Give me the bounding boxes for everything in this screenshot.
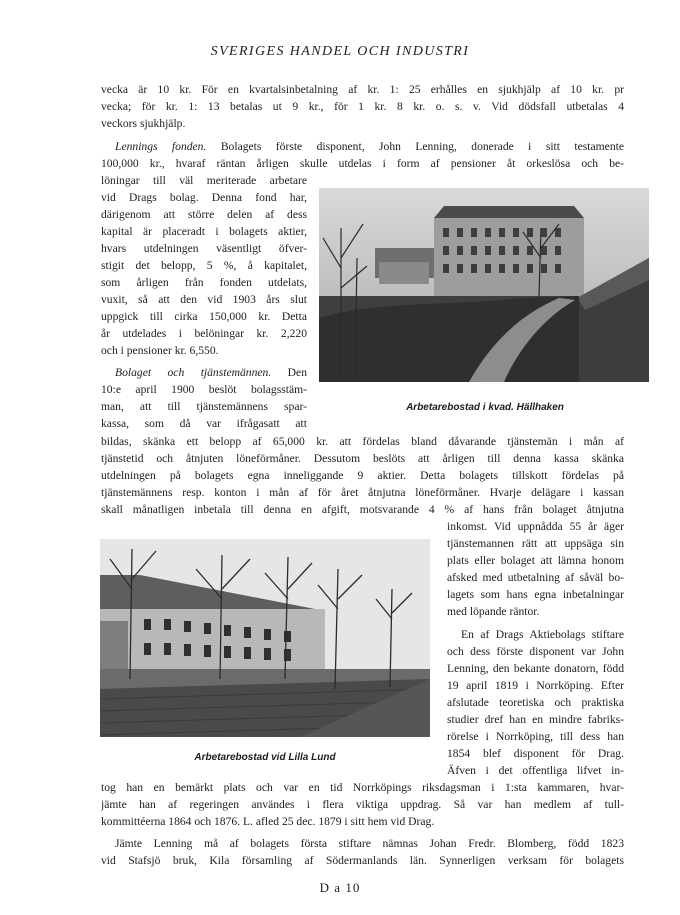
text-line: tjänstetid och åtnjuten löneförmåner. Dessutom beslöts att årligen till denna kassa skänka [101,452,624,465]
text-line: 10:e april 1900 beslöt bolagsstäm- [101,383,307,396]
text-line: studier dref han en mindre fabriks- [447,713,624,726]
text-line: 1854 blef disponent för Drag. [447,747,624,760]
text-line: kapital är placeradt i bolagets aktier, [101,225,307,238]
text-line: plats eller bolaget att lämna honom [447,554,624,567]
text-line: Lenning, den bekante donatorn, född [447,662,624,675]
text-line: därigenom att större delen af dess [101,208,307,221]
text-line: En af Drags Aktiebolags stiftare [461,628,624,641]
photo-workers-housing-hallhaken [319,188,649,382]
text-line: bildas, skänka ett belopp af 65,000 kr. att fördelas bland dåvarande tjänstemän i mån af [101,435,624,448]
text-line: 100,000 kr., hvaraf räntan årligen skulle utdelas i form af pensioner åt orkeslösa och be- [101,157,624,170]
text-line: vid Drags bolag. Denna fond har, [101,191,307,204]
text-line: utdelningen på bolagets egna inneliggande 9 aktier. Detta bolagets tillskott fördelas på [101,469,624,482]
section-heading-staff: Bolaget och tjänstemännen. [115,366,272,379]
text-line: tjänstemannen rätt att uppsäga sin [447,537,624,550]
text-line: kassa, som då var ifrågasatt att [101,417,307,430]
text-line: lagets som hans egna inbetalningar [447,588,624,601]
text-line: inkomst. Vid uppnådda 55 år äger [447,520,624,533]
text-line: rörelse i Norrköping, till dess han [447,730,624,743]
text-line: vecka; för kr. 1: 13 betalas ut 9 kr., för 1 kr. 8 kr. o. s. v. Vid dödsfall utbetalas 4 [101,100,624,113]
text-line: tog han en bemärkt plats och var en tid Norrköpings riksdagsman i 1:sta kammaren, hvar- [101,781,624,794]
text-line: och i pensioner kr. 6,550. [101,344,219,357]
text-line: vid Stafsjö bruk, Kila församling af Södermanlands län. Synnerligen verksam för bolagets [101,854,624,867]
page-number: D a 10 [319,880,361,895]
text-line: veckors sjukhjälp. [101,117,186,130]
text-line: tjänstemännens resp. konton i mån af för året åtnjutna löneförmåner. Hvarje delägare i kassan [101,486,624,499]
text-line: Bolaget och tjänstemännen. Den [115,366,307,379]
text-line: stigit det belopp, 5 %, å kapitalet, [101,259,307,272]
text-line: kommittéerna 1864 och 1876. L. afled 25 dec. 1879 i sitt hem vid Drag. [101,815,435,828]
text-line: uppgick till cirka 150,000 kr. Detta [101,310,307,323]
text-line: 19 april 1819 i Norrköping. Efter [447,679,624,692]
text-line: vuxit, så att den vid 1903 års slut [101,293,307,306]
text-line: år utdelades i belöningar kr. 2,220 [101,327,307,340]
section-heading-lenning: Lennings fonden. [115,140,207,153]
figure-caption-top: Arbetarebostad i kvad. Hällhaken [406,402,564,413]
text-line: Äfven i det offentliga lifvet in- [447,764,624,777]
text-line: och dess förste disponent var John [447,645,624,658]
figure-caption-bottom: Arbetarebostad vid Lilla Lund [194,752,336,763]
text-line: vecka är 10 kr. För en kvartalsinbetalning af kr. 1: 25 erhålles en sjukhjälp af 10 kr. pr [101,83,624,96]
text-line: Lennings fonden. Bolagets förste disponent, John Lenning, donerade i sitt testamente [115,140,624,153]
photo-lilla-lund-drawing [100,539,430,737]
text-line: jämte han af regeringen användes i flera viktiga uppdrag. Så var han medlem af tull- [101,798,624,811]
text-line: som årligen från fonden utdelats, [101,276,307,289]
text-line: löningar till väl meriterade arbetare [101,174,307,187]
text-line: man, att till tjänstemännens spar- [101,400,307,413]
text-line: med löpande räntor. [447,605,540,618]
photo-hallhaken-drawing [319,188,649,382]
text-line: hvars utdelningen väsentligt öfver- [101,242,307,255]
text-line: afsked med utbetalning af såväl bo- [447,571,624,584]
text-line: afslutade teoretiska och praktiska [447,696,624,709]
text-line: Jämte Lenning må af bolagets första stiftare nämnas Johan Fredr. Blomberg, född 1823 [115,837,624,850]
photo-workers-housing-lilla-lund [100,539,430,737]
text-line: skall månatligen inbetala till denna en afgift, motsvarande 4 % af hans från bolaget åtnjutna [101,503,624,516]
running-header: SVERIGES HANDEL OCH INDUSTRI [210,44,470,59]
